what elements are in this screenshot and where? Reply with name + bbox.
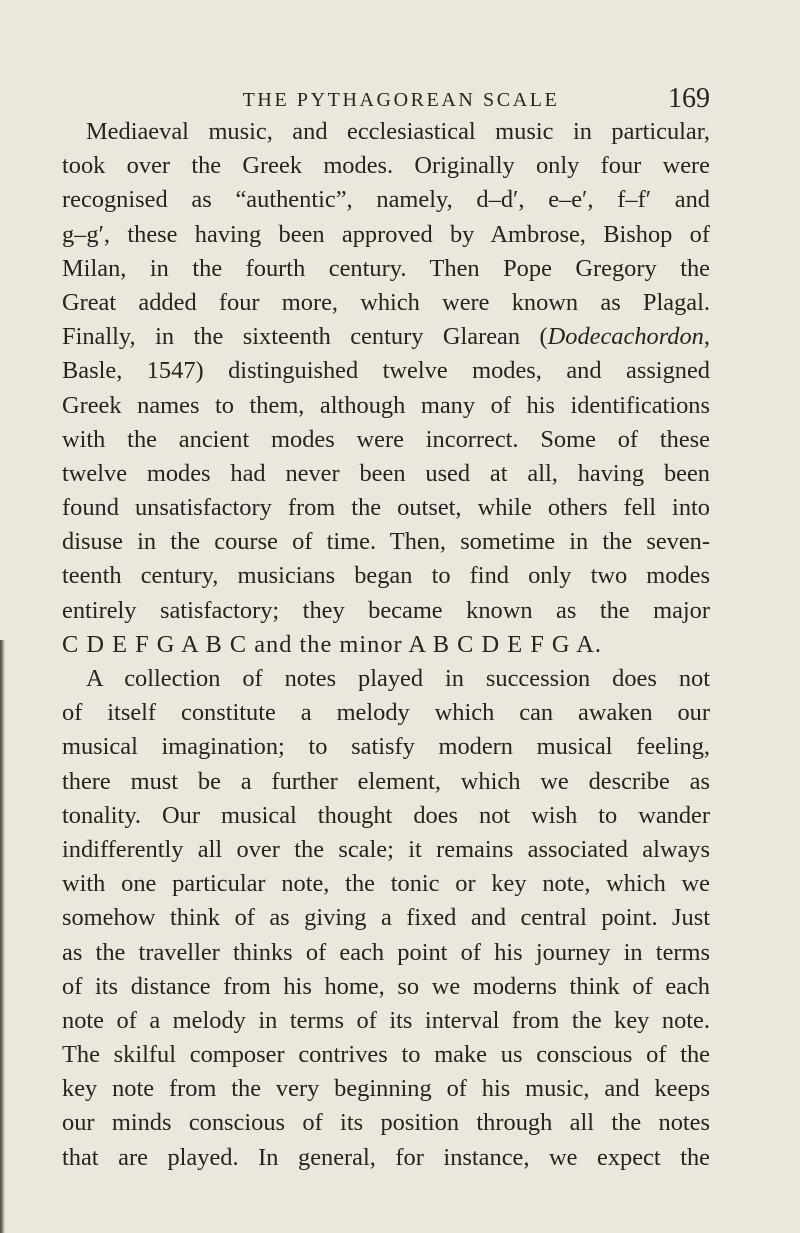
text-line: key note from the very beginning of his music, and keeps [62, 1075, 710, 1103]
text-line: Great added four more, which were known as Plagal. [62, 288, 710, 316]
body-text [62, 115, 710, 1175]
text-line: A collection of notes played in succession does not [86, 665, 710, 692]
text-line: Greek names to them, although many of his identifications [62, 391, 710, 419]
text-line: disuse in the course of time. Then, sometime in the seven- [62, 528, 710, 556]
paragraph-2 [62, 662, 710, 1175]
text-line-with-title [62, 320, 710, 354]
text-line: C D E F G A B C and the minor A B C D E F G A. [62, 630, 602, 658]
text-line: note of a melody in terms of its interval from the key note. [62, 1006, 710, 1034]
text-line: Milan, in the fourth century. Then Pope Gregory the [62, 254, 710, 282]
text-segment: , [703, 323, 710, 351]
text-line: twelve modes had never been used at all, having been [62, 459, 710, 487]
text-line: with the ancient modes were incorrect. Some of these [62, 425, 710, 453]
text-line: took over the Greek modes. Originally only four were [62, 152, 710, 180]
text-line: tonality. Our musical thought does not wish to wander [62, 801, 710, 829]
text-line: there must be a further element, which we describe as [62, 767, 710, 795]
text-line: Mediaeval music, and ecclesiastical music in particular, [86, 118, 710, 145]
text-line: Basle, 1547) distinguished twelve modes, and assigned [62, 357, 710, 385]
text-line: of itself constitute a melody which can awaken our [62, 699, 710, 727]
text-line: musical imagination; to satisfy modern musical feeling, [62, 733, 710, 761]
text-line: that are played. In general, for instance, we expect the [62, 1143, 710, 1171]
book-title: Dodecachordon [547, 323, 704, 351]
text-line: entirely satisfactory; they became known as the major [62, 596, 710, 624]
text-line: indifferently all over the scale; it remains associated always [62, 835, 710, 863]
text-line: of its distance from his home, so we moderns think of each [62, 972, 710, 1000]
text-line: our minds conscious of its position through all the notes [62, 1109, 710, 1137]
running-head-title: THE PYTHAGOREAN SCALE [242, 89, 560, 111]
page-number: 169 [668, 83, 710, 114]
text-line: The skilful composer contrives to make us conscious of the [62, 1041, 710, 1069]
binding-shadow [0, 640, 5, 1233]
text-line: recognised as “authentic”, namely, d–d′, e–e′, f–f′ and [62, 186, 710, 214]
text-line: somehow think of as giving a fixed and central point. Just [62, 904, 710, 932]
text-line: teenth century, musicians began to find only two modes [62, 562, 710, 590]
text-line: as the traveller thinks of each point of his journey in terms [62, 938, 710, 966]
running-head [92, 85, 710, 115]
paragraph-1 [62, 115, 710, 662]
text-line: g–g′, these having been approved by Ambrose, Bishop of [62, 220, 710, 248]
text-line: found unsatisfactory from the outset, while others fell into [62, 494, 710, 522]
text-segment: Finally, in the sixteenth century Glarean ( [62, 323, 548, 351]
text-line: with one particular note, the tonic or key note, which we [62, 870, 710, 898]
